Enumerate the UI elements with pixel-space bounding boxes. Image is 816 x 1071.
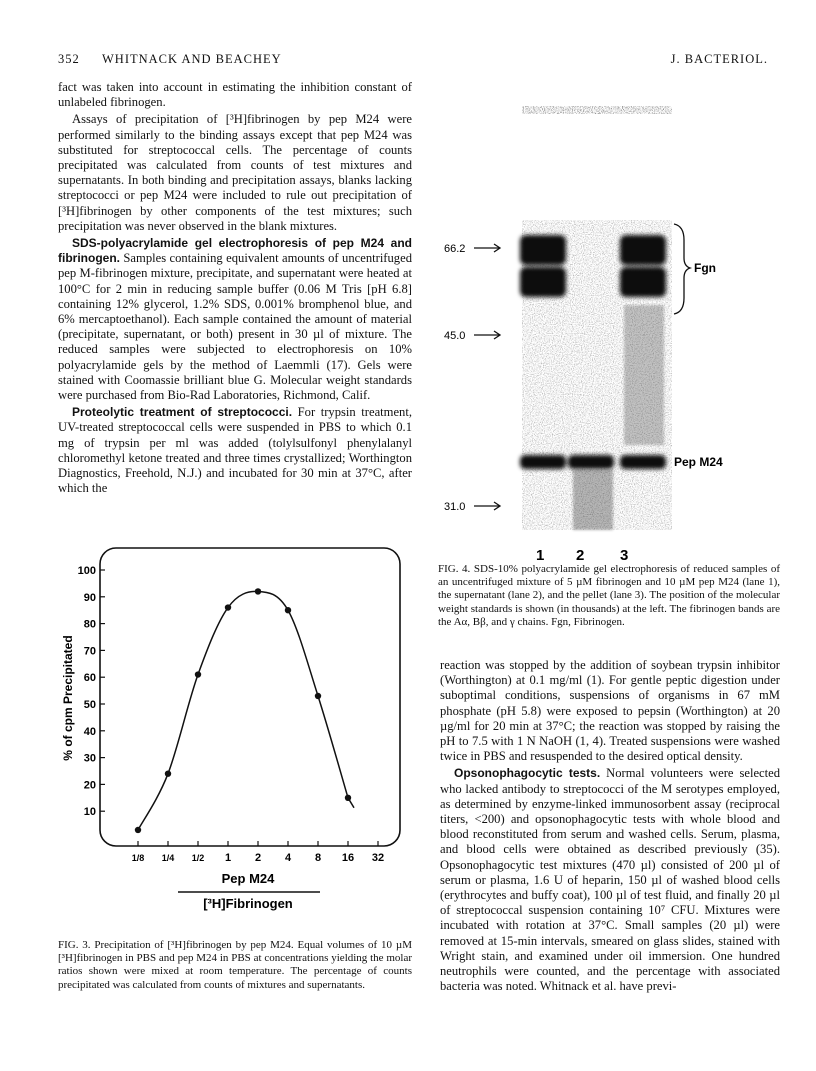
right-column-text (440, 658, 780, 996)
data-point (315, 693, 321, 699)
lane1-fgn-band-upper (520, 235, 566, 265)
left-column-text (58, 80, 412, 498)
mw-marker-label: 45.0 (444, 330, 466, 342)
y-tick-label: 10 (83, 806, 96, 819)
data-point (285, 607, 291, 613)
fgn-label: Fgn (694, 261, 716, 275)
series-line (138, 591, 354, 830)
lane2-pepm24-band (568, 455, 614, 469)
y-tick-label: 20 (83, 779, 96, 792)
page-number: 352 (58, 52, 80, 66)
x-tick-label: 1/4 (161, 853, 175, 863)
paragraph-body: For trypsin treatment, UV-treated streptococcal cells were suspended in PBS to which 0.1 mg of trypsin per ml was added (tolylsulfonyl phenylalanyl chloromethyl ketone treated and three times crystallized; Worthington Diagnostics, Freehold, N.J.) and incubated for 30 min at 37°C, after which the (58, 405, 412, 496)
paragraph: Assays of precipitation of [³H]fibrinogen by pep M24 were performed similarly to the binding assays except that pep M24 was substituted for streptococcal cells. The percentage of counts precipitated was calculated from counts of test mixtures and supernatants. In both binding and precipitation assays, blanks lacking streptococci or pep M24 were included to rule out precipitation of [³H]fibrinogen by other components of the test mixtures; such precipitation was never observed in the blank mixtures. (58, 112, 412, 233)
x-axis-label-denominator: [³H]Fibrinogen (203, 896, 293, 911)
pepm24-label: Pep M24 (674, 455, 723, 469)
x-tick-label: 32 (371, 852, 385, 864)
y-tick-label: 50 (83, 699, 96, 711)
data-point (345, 795, 351, 801)
x-tick-label: 1/8 (131, 853, 145, 863)
paragraph (58, 236, 412, 403)
lane-label: 2 (576, 547, 585, 564)
y-axis (78, 565, 105, 818)
paragraph-body: Normal volunteers were selected who lacked antibody to streptococci of the M serotypes employed, as determined by enzyme-linked immunosorbent assay (reciprocal titers, <200) and opsonophagocytic tests with whole blood and blood reconstituted from serum and washed cells. Serum, plasma, and blood cells were obtained as described previously (35). Opsonophagocytic test mixtures (470 µl) consisted of 200 µl of serum or plasma, 1.6 U of heparin, 150 µl of washed blood cells (erythrocytes and buffy coat), 100 µl of test fluid, and finally 20 µl of streptococcal suspension containing 10⁷ CFU. Mixtures were incubated with rotation at 37°C. Small samples (20 µl) were removed at 15-min intervals, smeared on glass slides, stained with Wright stain, and examined under oil immersion. One hundred neutrophils were counted, and the percentage with associated bacteria was noted. Whitnack et al. have previ- (440, 766, 781, 994)
x-tick-label: 16 (341, 852, 355, 864)
x-tick-label: 8 (314, 852, 322, 864)
y-tick-label: 100 (77, 565, 96, 577)
section-heading: Opsonophagocytic tests. (454, 766, 601, 781)
lane1-pepm24-band (520, 455, 566, 469)
paragraph (58, 405, 412, 496)
x-axis-label-numerator: Pep M24 (221, 871, 275, 886)
lane3-smear (624, 305, 664, 445)
data-point (225, 604, 231, 610)
lane3-pepm24-band (620, 455, 666, 469)
data-point (135, 827, 141, 833)
paragraph: reaction was stopped by the addition of soybean trypsin inhibitor (Worthington) at 0.1 mg/ml (1). For gentle peptic digestion under suboptimal conditions, suspensions of organisms in 67 mM phosphate (pH 5.8) were exposed to pepsin (Worthington) at 20 µg/ml for 20 min at 37°C; the reaction was stopped by raising the pH to 7.5 with 1 N NaOH (1, 4). Treated suspensions were washed twice in PBS and resuspended to the desired optical density. (440, 658, 780, 764)
running-header (58, 52, 768, 70)
section-heading: Proteolytic treatment of streptococci. (72, 405, 293, 420)
x-tick-label: 2 (254, 852, 262, 864)
data-series (135, 588, 354, 833)
running-authors: WHITNACK AND BEACHEY (102, 52, 282, 66)
y-tick-label: 70 (83, 645, 96, 658)
y-tick-label: 80 (83, 618, 96, 631)
y-tick-label: 30 (83, 752, 96, 765)
lane2-smear (573, 470, 613, 530)
gel-figure (438, 90, 778, 570)
data-point (195, 671, 201, 677)
data-point (165, 770, 171, 776)
mw-marker-label: 31.0 (444, 501, 466, 513)
paragraph (440, 766, 780, 994)
x-tick-label: 4 (284, 852, 292, 864)
precipitation-chart (58, 538, 414, 938)
figure3-caption: FIG. 3. Precipitation of [³H]fibrinogen by pep M24. Equal volumes of 10 µM [³H]fibrinogen in PBS and pep M24 in PBS at concentrations yielding the molar ratios shown were mixed at room temperature. The percentage of counts precipitated was calculated from counts of mixtures and supernatants. (58, 939, 412, 991)
y-tick-label: 40 (83, 725, 96, 738)
lane3-fgn-band-upper (620, 235, 666, 265)
figure4-caption: FIG. 4. SDS-10% polyacrylamide gel electrophoresis of reduced samples of an uncentrifuged mixture of 5 µM fibrinogen and 10 µM pep M24 (lane 1), the supernatant (lane 2), and the pellet (lane 3). The position of the molecular weight standards is shown (in thousands) at the left. The fibrinogen bands are the Aα, Bβ, and γ chains. Fgn, Fibrinogen. (438, 563, 780, 628)
x-tick-label: 1 (224, 852, 232, 864)
gel-image (520, 106, 672, 530)
journal-name: J. BACTERIOL. (670, 52, 768, 66)
y-axis-label: % of cpm Precipitated (61, 635, 75, 761)
x-tick-label: 1/2 (191, 853, 205, 863)
paragraph-body: Samples containing equivalent amounts of uncentrifuged pep M-fibrinogen mixture, precipitate, and supernatant were heated at 100°C for 2 min in reducing sample buffer (0.06 M Tris [pH 6.8] containing 12% glycerol, 1.2% SDS, 0.001% bromphenol blue, and 6% mercaptoethanol). Each sample contained the amount of material (precipitate, supernatant, or both) present in 30 µl of mixture. The reduced samples were subjected to electrophoresis on 10% polyacrylamide gels by the method of Laemmli (17). Gels were stained with Coomassie brilliant blue G. Molecular weight standards were purchased from Bio-Rad Laboratories, Richmond, Calif. (58, 251, 412, 403)
gel-speckle (522, 106, 672, 114)
arrow-icon (474, 502, 500, 510)
mw-marker-label: 66.2 (444, 243, 466, 255)
lane-label: 3 (620, 547, 629, 564)
arrow-icon (474, 244, 500, 252)
lane1-fgn-band-lower (520, 267, 566, 297)
y-tick-label: 90 (83, 591, 96, 604)
mw-markers (444, 243, 500, 513)
section-heading: SDS-polyacrylamide gel electrophoresis of pep M24 and fibrinogen. (58, 236, 412, 266)
paragraph: fact was taken into account in estimating the inhibition constant of unlabeled fibrinogen. (58, 80, 412, 110)
data-point (255, 588, 261, 594)
x-axis (132, 841, 384, 864)
lane3-fgn-band-lower (620, 267, 666, 297)
y-tick-label: 60 (83, 672, 96, 685)
fgn-brace (674, 224, 690, 314)
lane-label: 1 (536, 547, 545, 564)
arrow-icon (474, 331, 500, 339)
